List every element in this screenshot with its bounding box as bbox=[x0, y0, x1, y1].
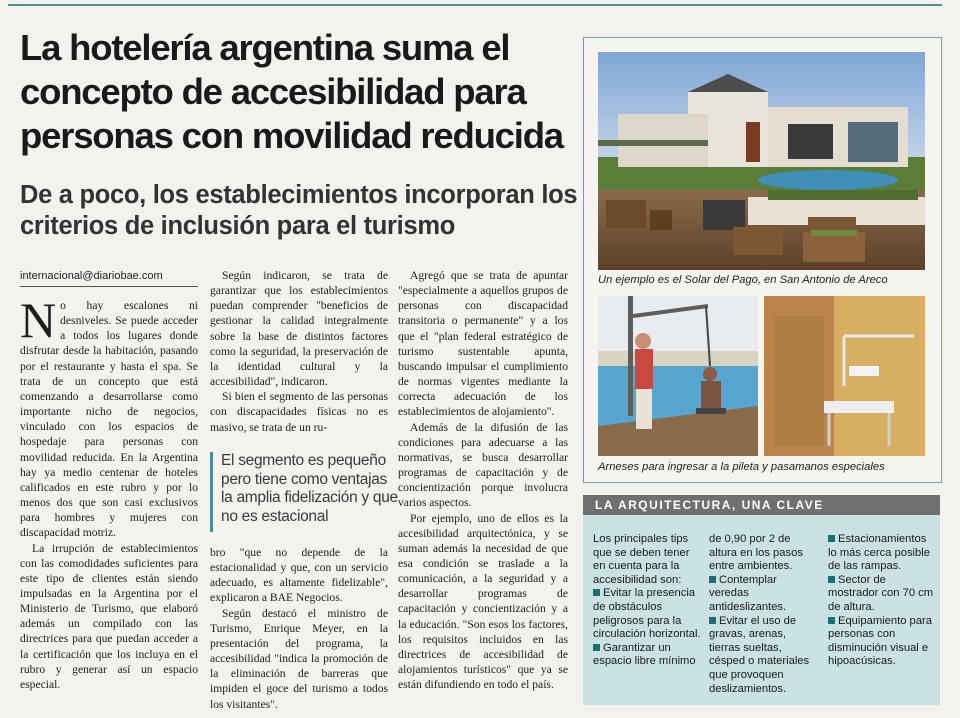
sidebar-item-text: Evitar el uso de gravas, arenas, tierras sueltas, césped o materiales que provoquen deslizamientos. bbox=[709, 614, 810, 695]
sidebar-item bbox=[709, 615, 819, 697]
bullet-square-icon bbox=[593, 644, 600, 651]
sidebar-title bbox=[583, 495, 940, 515]
hotel-photo bbox=[598, 52, 925, 270]
paragraph: Según indicaron, se trata de garantizar que los establecimientos puedan comprender "beneficios de gestionar la calidad integralmente sobre la base de distintos factores como la seguridad, la preservación de la identidad cultural y la accesibilidad", indicaron. bbox=[210, 269, 388, 389]
article-column-1 bbox=[20, 292, 198, 692]
sidebar-column-2 bbox=[709, 533, 819, 696]
sidebar-item-text: Contemplar veredas antideslizantes. bbox=[709, 573, 787, 613]
paragraph: La irrupción de establecimientos con las comodidades suficientes para este tipo de clientes están siendo impulsadas en la Argentina por el Ministerio de Turismo, que elaboró además un compilado con las directrices para que puedan acceder a la certificación que los incluya en el rubro y generar así un espacio especial. bbox=[20, 541, 198, 691]
bullet-square-icon bbox=[593, 589, 600, 596]
article-column-3 bbox=[398, 268, 568, 692]
paragraph: Por ejemplo, uno de ellos es la accesibilidad arquitectónica, y se suman además la necesidad de que esa condición se traslade a la comunicación, a la seguridad y a desarrollar programas de capacitación y concientización y a la educación. "Son esos los factores, los requisitos incluidos en las directrices de accesibilidad de alojamientos turísticos" que ya se están difundiendo en todo el país. bbox=[398, 511, 568, 692]
headline: La hotelería argentina suma el concepto de accesibilidad para personas con movilidad reducida bbox=[20, 27, 563, 156]
bullet-square-icon bbox=[709, 617, 716, 624]
pool-harness-image bbox=[598, 296, 758, 456]
drop-cap: N bbox=[20, 292, 57, 348]
photo-caption: Un ejemplo es el Solar del Pago, en San Antonio de Areco bbox=[598, 274, 888, 286]
article-column-2-continued bbox=[210, 545, 388, 712]
subheadline: De a poco, los establecimientos incorporan los criterios de inclusión para el turismo bbox=[20, 181, 578, 240]
sidebar-item bbox=[828, 615, 934, 669]
sidebar-item-text: Evitar la presencia de obstáculos peligrosos para la circulación horizontal. bbox=[593, 587, 701, 641]
bullet-square-icon bbox=[709, 576, 716, 583]
paragraph: Agregó que se trata de apuntar "especialmente a aquellos grupos de personas con discapacidad transitoria o permanente" y a los que el "plan federal estratégico de turismo sustentable apunta, buscando impulsar el cumplimiento de normas vigentes mediante la correcta adecuación de los establecimientos de alojamiento". bbox=[398, 269, 568, 419]
paragraph-text: o hay escalones ni desniveles. Se puede acceder a todos los lugares donde disfrutar desde la habitación, pasando por el restaurante y hasta el spa. Se trata de un concepto que está comenzando a desarrollarse como importante nicho de negocios, vinculado con los espacios de hospedaje para personas con movilidad reducida. En la Argentina hay ya medio centenar de hoteles calificados en este rubro y por lo menos dos que son casi exclusivos para hombres y mujeres con discapacidad motriz. bbox=[20, 299, 198, 540]
paragraph: Además de la difusión de las condiciones para adecuarse a las normativas, se busca desarrollar programas de capacitación y de concientización porque involucra varios aspectos. bbox=[398, 420, 568, 510]
bullet-square-icon bbox=[828, 617, 835, 624]
sidebar-title-text: LA ARQUITECTURA, UNA CLAVE bbox=[595, 498, 824, 512]
sidebar-item bbox=[828, 574, 934, 615]
paragraph: Si bien el segmento de las personas con discapacidades físicas no es masivo, se trata de un ru- bbox=[210, 390, 388, 434]
bathroom-handrail-image bbox=[764, 296, 925, 456]
sidebar-intro: Los principales tips que se deben tener en cuenta para la accesibilidad son: bbox=[593, 533, 690, 586]
author-email[interactable]: internacional@diariobae.com bbox=[20, 270, 163, 282]
sidebar-column-3 bbox=[828, 533, 934, 669]
bullet-square-icon bbox=[828, 576, 835, 583]
photo-caption: Arneses para ingresar a la pileta y pasamanos especiales bbox=[598, 461, 885, 473]
paragraph: bro "que no depende de la estacionalidad y que, con un servicio adecuado, es altamente fidelizable", explicaron a BAE Negocios. bbox=[210, 546, 388, 605]
hotel-photo-image bbox=[598, 52, 925, 270]
pool-harness-photo bbox=[598, 296, 758, 456]
bullet-square-icon bbox=[828, 535, 835, 542]
paragraph: Según destacó el ministro de Turismo, Enrique Meyer, en la presentación del programa, la accesibilidad "indica la promoción de la eliminación de barreras que impiden el goce del turismo a todos los visitantes". bbox=[210, 606, 388, 711]
sidebar-intro: de 0,90 por 2 de altura en los pasos entre ambientes. bbox=[709, 533, 803, 573]
sidebar-item bbox=[593, 642, 701, 669]
sidebar-item-text: Sector de mostrador con 70 cm de altura. bbox=[828, 573, 934, 613]
top-rule bbox=[8, 4, 942, 6]
photo-panel bbox=[583, 37, 942, 483]
email-divider bbox=[20, 286, 198, 287]
sidebar-item bbox=[709, 574, 819, 615]
paragraph bbox=[20, 292, 198, 541]
bathroom-handrail-photo bbox=[764, 296, 925, 456]
sidebar-column-1 bbox=[593, 533, 701, 669]
sidebar-item-text: Equipamiento para personas con disminución visual e hipoacúsicas. bbox=[828, 614, 932, 668]
article-column-2 bbox=[210, 268, 388, 435]
sidebar-item bbox=[828, 533, 934, 574]
sidebar-item-text: Estacionamientos lo más cerca posible de las rampas. bbox=[828, 533, 930, 573]
sidebar-item bbox=[593, 587, 701, 641]
sidebar-box bbox=[583, 495, 940, 705]
sidebar-item-text: Garantizar un espacio libre mínimo bbox=[593, 641, 696, 668]
pull-quote: El segmento es pequeño pero tiene como ventajas la amplia fidelización y que no es estacional bbox=[210, 452, 399, 532]
